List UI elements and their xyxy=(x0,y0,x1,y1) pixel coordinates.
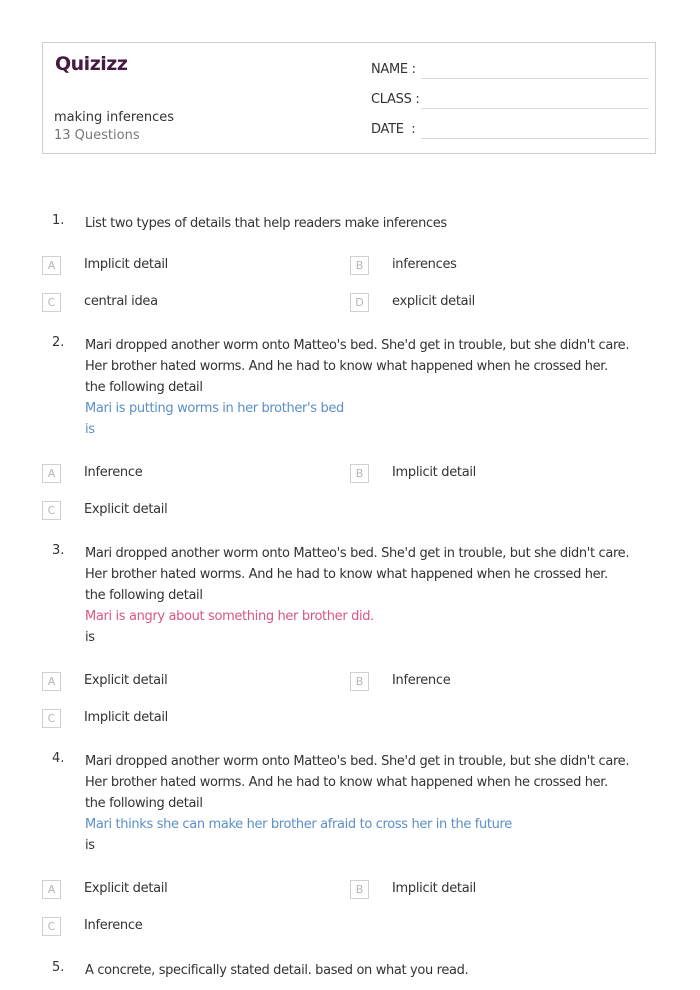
option-letter-box: A xyxy=(42,256,61,275)
option-text: Implicit detail xyxy=(392,881,476,896)
worksheet-header xyxy=(42,42,656,154)
option-letter-box: A xyxy=(42,880,61,899)
option-letter-box: C xyxy=(42,501,61,520)
question-line: the following detail xyxy=(85,380,203,395)
option-text: Implicit detail xyxy=(392,465,476,480)
name-line xyxy=(421,78,649,79)
question-line: A concrete, specifically stated detail. based on what you read. xyxy=(85,963,469,978)
question-number: 3. xyxy=(52,543,65,558)
option-letter-box: D xyxy=(350,293,369,312)
option-letter-box: A xyxy=(42,464,61,483)
option-text: Inference xyxy=(84,918,143,933)
option-text: Explicit detail xyxy=(84,502,168,517)
option-letter-box: B xyxy=(350,256,369,275)
name-label: NAME : xyxy=(371,62,416,77)
question-tail: is xyxy=(85,422,95,437)
question-text xyxy=(85,960,675,981)
question-count: 13 Questions xyxy=(54,128,140,143)
highlighted-detail: Mari is putting worms in her brother's bed xyxy=(85,401,344,416)
question-line: the following detail xyxy=(85,588,203,603)
option-letter-box: C xyxy=(42,917,61,936)
question-text xyxy=(85,543,675,648)
option-letter-box: B xyxy=(350,880,369,899)
option-text: Inference xyxy=(392,673,451,688)
option-letter-box: B xyxy=(350,672,369,691)
question-tail: is xyxy=(85,630,95,645)
question-number: 2. xyxy=(52,335,65,350)
class-field xyxy=(371,89,647,109)
question-number: 4. xyxy=(52,751,65,766)
question-number: 1. xyxy=(52,213,65,228)
question-line: Her brother hated worms. And he had to know what happened when he crossed her. xyxy=(85,359,608,374)
option-text: inferences xyxy=(392,257,457,272)
question-line: Mari dropped another worm onto Matteo's bed. She'd get in trouble, but she didn't care. xyxy=(85,754,630,769)
worksheet-title: making inferences xyxy=(54,110,175,125)
highlighted-detail: Mari thinks she can make her brother afraid to cross her in the future xyxy=(85,817,512,832)
question-line: Her brother hated worms. And he had to know what happened when he crossed her. xyxy=(85,775,608,790)
question-tail: is xyxy=(85,838,95,853)
question-line: the following detail xyxy=(85,796,203,811)
name-field xyxy=(371,59,647,79)
class-line xyxy=(421,108,649,109)
option-text: Implicit detail xyxy=(84,710,168,725)
question-line: Her brother hated worms. And he had to know what happened when he crossed her. xyxy=(85,567,608,582)
date-line xyxy=(421,138,649,139)
option-letter-box: C xyxy=(42,293,61,312)
date-label: DATE : xyxy=(371,122,416,137)
option-text: Explicit detail xyxy=(84,881,168,896)
option-text: central idea xyxy=(84,294,158,309)
question-text xyxy=(85,751,675,856)
option-letter-box: B xyxy=(350,464,369,483)
question-line: Mari dropped another worm onto Matteo's bed. She'd get in trouble, but she didn't care. xyxy=(85,338,630,353)
option-text: explicit detail xyxy=(392,294,475,309)
option-text: Implicit detail xyxy=(84,257,168,272)
question-text xyxy=(85,335,675,440)
highlighted-detail: Mari is angry about something her brother did. xyxy=(85,609,374,624)
question-text xyxy=(85,213,675,234)
question-number: 5. xyxy=(52,960,65,975)
date-field xyxy=(371,119,647,139)
option-letter-box: A xyxy=(42,672,61,691)
option-letter-box: C xyxy=(42,709,61,728)
question-line: List two types of details that help readers make inferences xyxy=(85,216,447,231)
quizizz-logo: Quizizz xyxy=(55,53,128,75)
question-line: Mari dropped another worm onto Matteo's bed. She'd get in trouble, but she didn't care. xyxy=(85,546,630,561)
option-text: Inference xyxy=(84,465,143,480)
class-label: CLASS : xyxy=(371,92,420,107)
option-text: Explicit detail xyxy=(84,673,168,688)
